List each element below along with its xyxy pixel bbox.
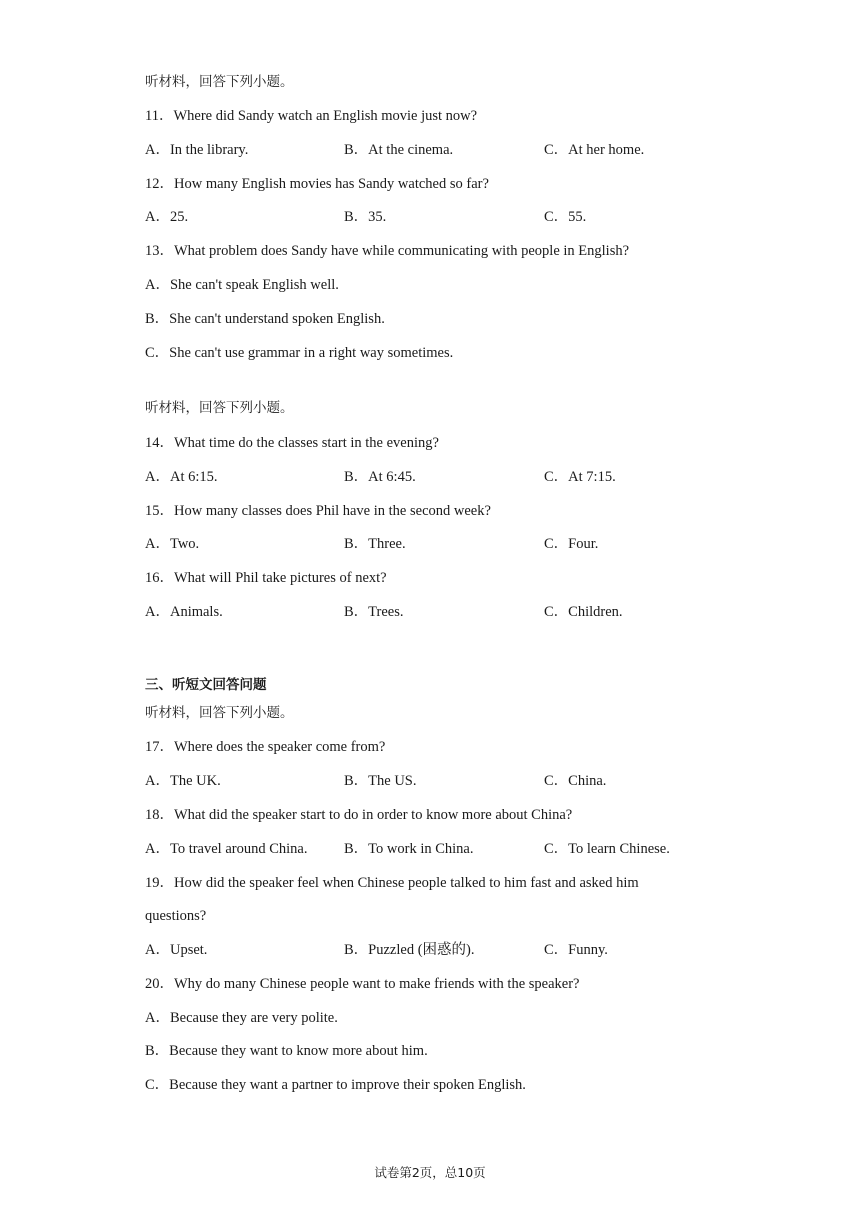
q14-option-a: A．At 6:15. — [145, 469, 218, 485]
question-17: 17．Where does the speaker come from? — [145, 739, 386, 755]
question-11: 11．Where did Sandy watch an English movie just now? — [145, 108, 478, 124]
section-title: 三、听短文回答问题 — [145, 677, 267, 693]
q20-option-a: A．Because they are very polite. — [145, 1010, 338, 1026]
question-20: 20．Why do many Chinese people want to make friends with the speaker? — [145, 976, 580, 992]
q15-option-a: A．Two. — [145, 536, 200, 552]
question-15: 15．How many classes does Phil have in the second week? — [145, 503, 491, 519]
q13-option-b: B．She can't understand spoken English. — [145, 311, 385, 327]
q16-option-c: C．Children. — [544, 604, 623, 620]
question-18: 18．What did the speaker start to do in order to know more about China? — [145, 807, 573, 823]
question-12: 12．How many English movies has Sandy watched so far? — [145, 176, 489, 192]
q17-option-c: C．China. — [544, 773, 607, 789]
q12-option-c: C．55. — [544, 209, 587, 225]
q13-option-a: A．She can't speak English well. — [145, 277, 339, 293]
q19-option-a: A．Upset. — [145, 942, 208, 958]
q20-option-c: C．Because they want a partner to improve their spoken English. — [145, 1077, 526, 1093]
q18-option-b: B．To work in China. — [344, 841, 474, 857]
page-footer: 试卷第2页，总10页 — [374, 1165, 486, 1180]
q14-option-c: C．At 7:15. — [544, 469, 616, 485]
q16-option-a: A．Animals. — [145, 604, 223, 620]
q18-option-a: A．To travel around China. — [145, 841, 308, 857]
question-13: 13．What problem does Sandy have while communicating with people in English? — [145, 243, 630, 259]
question-14: 14．What time do the classes start in the evening? — [145, 435, 439, 451]
q19-option-c: C．Funny. — [544, 942, 608, 958]
question-19: 19．How did the speaker feel when Chinese people talked to him fast and asked him — [145, 875, 639, 891]
q16-option-b: B．Trees. — [344, 604, 404, 620]
q17-option-a: A．The UK. — [145, 773, 221, 789]
question-16: 16．What will Phil take pictures of next? — [145, 570, 387, 586]
q18-option-c: C．To learn Chinese. — [544, 841, 670, 857]
instruction: 听材料，回答下列小题。 — [145, 705, 294, 721]
q20-option-b: B．Because they want to know more about him. — [145, 1043, 428, 1059]
q19-option-b: B．Puzzled (困惑的). — [344, 942, 475, 958]
q13-option-c: C．She can't use grammar in a right way sometimes. — [145, 345, 454, 361]
q11-option-b: B．At the cinema. — [344, 142, 454, 158]
q12-option-a: A．25. — [145, 209, 189, 225]
q14-option-b: B．At 6:45. — [344, 469, 416, 485]
q15-option-b: B．Three. — [344, 536, 406, 552]
q11-option-a: A．In the library. — [145, 142, 249, 158]
instruction: 听材料，回答下列小题。 — [145, 400, 294, 416]
question-19-continued: questions? — [145, 908, 207, 924]
instruction: 听材料，回答下列小题。 — [145, 74, 294, 90]
q11-option-c: C．At her home. — [544, 142, 645, 158]
q15-option-c: C．Four. — [544, 536, 599, 552]
q12-option-b: B．35. — [344, 209, 387, 225]
q17-option-b: B．The US. — [344, 773, 417, 789]
